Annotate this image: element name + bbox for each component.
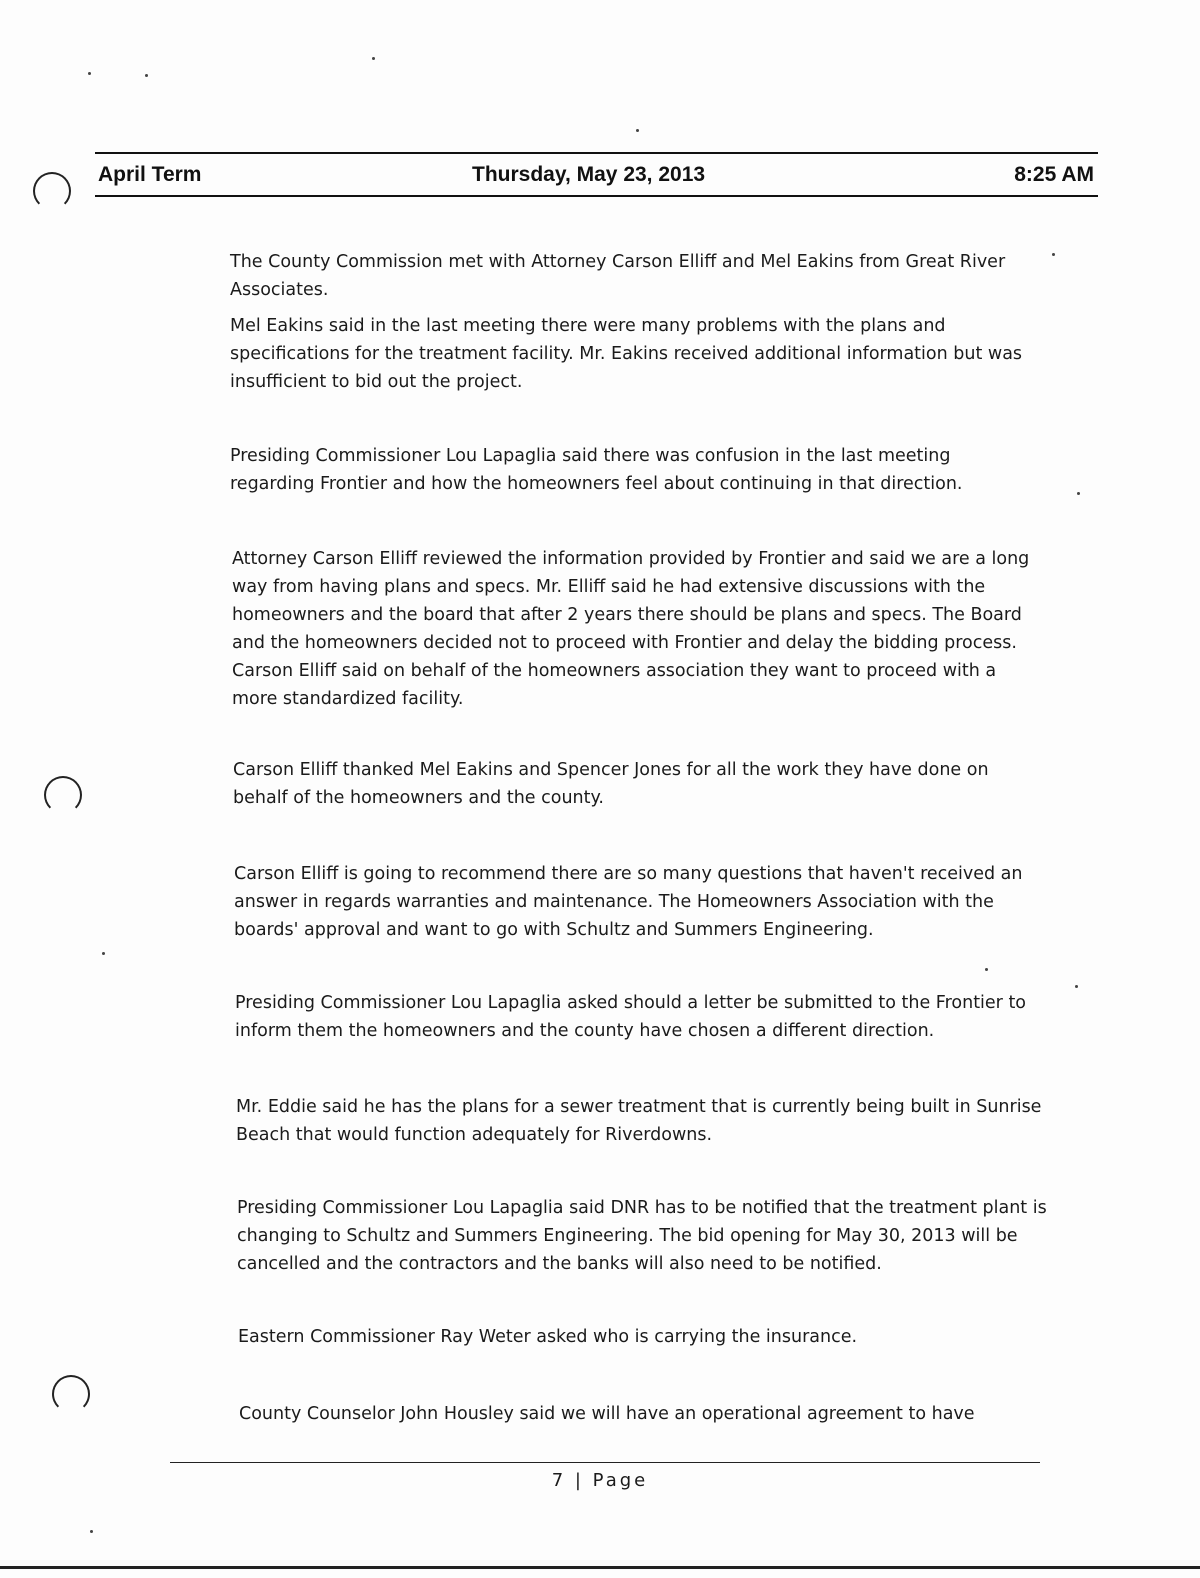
binder-hole-icon — [44, 776, 82, 814]
scan-speck — [1075, 985, 1078, 988]
header-top-rule — [95, 152, 1098, 154]
scan-speck — [372, 57, 375, 60]
meeting-date: Thursday, May 23, 2013 — [472, 163, 706, 186]
scan-speck — [102, 952, 105, 955]
minutes-paragraph: Presiding Commissioner Lou Lapaglia asked should a letter be submitted to the Frontier to inform them the homeowners and the county have chosen a different direction. — [235, 993, 1027, 1041]
term-label: April Term — [98, 163, 202, 186]
scan-speck — [88, 72, 91, 75]
scan-speck — [636, 129, 639, 132]
page-number: 7 | Page — [551, 1470, 649, 1491]
minutes-paragraph: County Counselor John Housley said we will have an operational agreement to have — [239, 1404, 975, 1424]
scan-speck — [145, 74, 148, 77]
minutes-paragraph: Mr. Eddie said he has the plans for a sewer treatment that is currently being built in Sunrise Beach that would function adequately for Riverdowns. — [236, 1097, 1042, 1145]
header-bottom-rule — [95, 195, 1098, 197]
page-bottom-edge — [0, 1566, 1200, 1569]
scan-speck — [90, 1530, 93, 1533]
minutes-paragraph: Carson Elliff is going to recommend there are so many questions that haven't received an answer in regards warranties and maintenance. The Homeowners Association with the boards' approval and want to go with Schultz and Summers Engineering. — [234, 864, 1023, 940]
footer-rule — [170, 1462, 1040, 1463]
scan-speck — [1077, 492, 1080, 495]
minutes-paragraph: Presiding Commissioner Lou Lapaglia said there was confusion in the last meeting regarding Frontier and how the homeowners feel about continuing in that direction. — [230, 446, 963, 494]
scan-speck — [985, 968, 988, 971]
binder-hole-icon — [52, 1375, 90, 1413]
minutes-paragraph: Presiding Commissioner Lou Lapaglia said DNR has to be notified that the treatment plant is changing to Schultz and Summers Engineering. The bid opening for May 30, 2013 will be cancelled and the contractors and the banks will also need to be notified. — [237, 1198, 1047, 1274]
minutes-paragraph: Eastern Commissioner Ray Weter asked who is carrying the insurance. — [238, 1327, 858, 1347]
minutes-paragraph: Carson Elliff thanked Mel Eakins and Spencer Jones for all the work they have done on behalf of the homeowners and the county. — [233, 760, 989, 808]
minutes-paragraph: The County Commission met with Attorney Carson Elliff and Mel Eakins from Great River Associates. — [230, 252, 1006, 300]
meeting-time: 8:25 AM — [1014, 163, 1094, 186]
scan-speck — [1052, 253, 1055, 256]
binder-hole-icon — [33, 172, 71, 210]
minutes-paragraph: Attorney Carson Elliff reviewed the information provided by Frontier and said we are a long way from having plans and specs. Mr. Elliff said he had extensive discussions with the homeowners and the board that after 2 years there should be plans and specs. The Board and the homeowners decided not to proceed with Frontier and delay the bidding process. Carson Elliff said on behalf of the homeowners association they want to proceed with a more standardized facility. — [232, 549, 1030, 709]
minutes-paragraph: Mel Eakins said in the last meeting there were many problems with the plans and specifications for the treatment facility. Mr. Eakins received additional information but was insufficient to bid out the project. — [230, 316, 1023, 392]
